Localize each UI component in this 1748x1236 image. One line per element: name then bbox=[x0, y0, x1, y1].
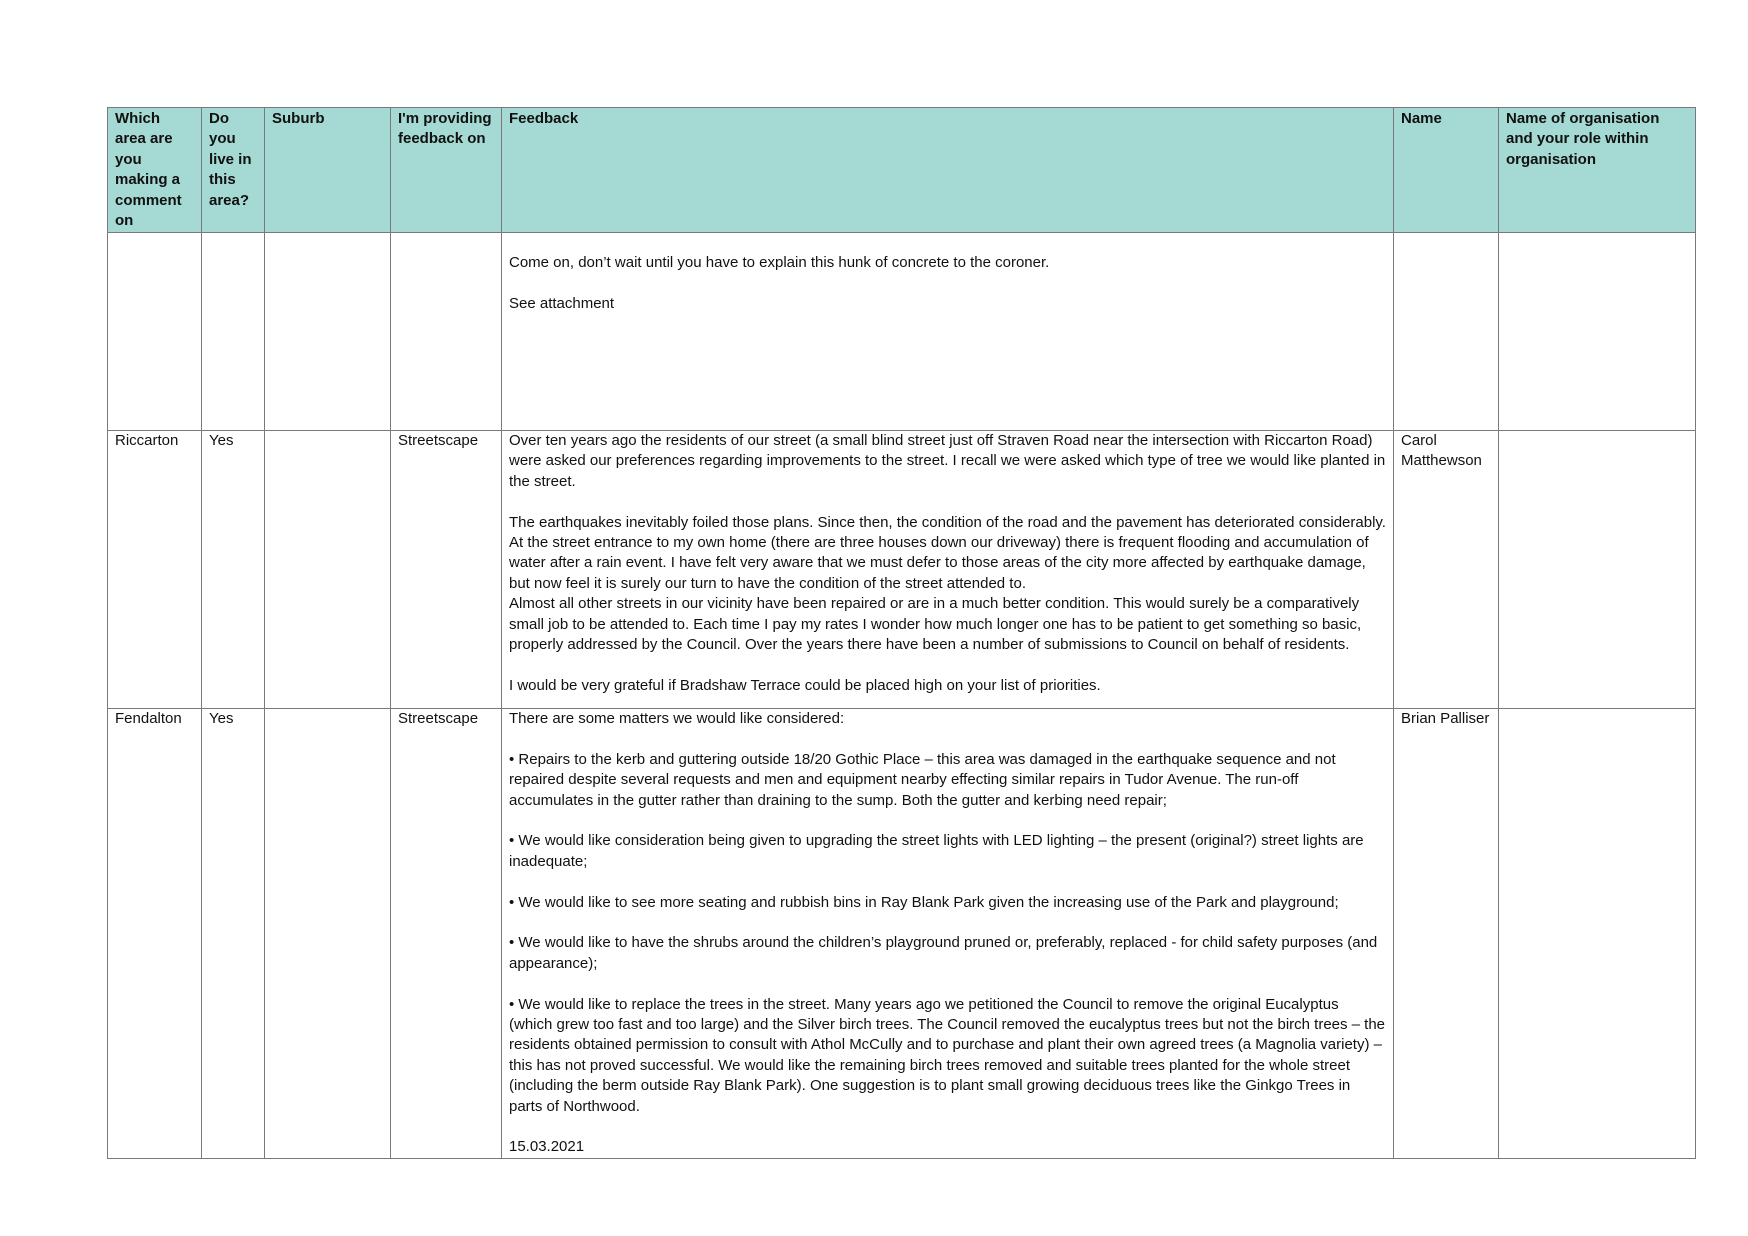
name-cell: Carol Matthewson bbox=[1394, 431, 1499, 709]
table-row bbox=[108, 431, 1696, 709]
table-row bbox=[108, 709, 1696, 1159]
suburb-cell bbox=[265, 233, 391, 431]
area-cell: Fendalton bbox=[108, 709, 202, 1159]
feedback-paragraph: Over ten years ago the residents of our street (a small blind street just off Straven Road near the intersection with Riccarton Road) were asked our preferences regarding improvements to the street. I recall we were asked which type of tree we would like planted in the street. bbox=[509, 432, 1386, 490]
live-in-area-cell: Yes bbox=[202, 709, 265, 1159]
header-suburb: Suburb bbox=[265, 108, 391, 233]
organisation-cell bbox=[1499, 709, 1696, 1159]
table-row bbox=[108, 233, 1696, 431]
feedback-paragraph: Almost all other streets in our vicinity have been repaired or are in a much better condition. This would surely be a comparatively small job to be attended to. Each time I pay my rates I wonder how much longer one has to be patient to get something so basic, properly addressed by the Council. Over the years there have been a number of submissions to Council on behalf of residents. bbox=[509, 595, 1362, 654]
feedback-paragraph: • We would like to have the shrubs around the children’s playground pruned or, preferably, replaced - for child safety purposes (and appearance); bbox=[509, 934, 1378, 972]
live-in-area-cell: Yes bbox=[202, 431, 265, 709]
organisation-cell bbox=[1499, 431, 1696, 709]
feedback-paragraph: • We would like consideration being given to upgrading the street lights with LED lighting – the present (original?) street lights are inadequate; bbox=[509, 832, 1364, 870]
feedback-paragraph: I would be very grateful if Bradshaw Terrace could be placed high on your list of priorities. bbox=[509, 676, 1101, 694]
header-feedback: Feedback bbox=[502, 108, 1394, 233]
header-live-in-area: Do you live in this area? bbox=[202, 108, 265, 233]
header-name: Name bbox=[1394, 108, 1499, 233]
feedback-paragraph: See attachment bbox=[509, 294, 615, 312]
table-header-row bbox=[108, 108, 1696, 233]
feedback-paragraph: • We would like to see more seating and rubbish bins in Ray Blank Park given the increasing use of the Park and playground; bbox=[509, 893, 1339, 911]
area-cell bbox=[108, 233, 202, 431]
feedback-paragraph: • Repairs to the kerb and guttering outside 18/20 Gothic Place – this area was damaged in the earthquake sequence and not repaired despite several requests and men and equipment nearby effecting similar repairs in Tudor Avenue. The run-off accumulates in the gutter rather than draining to the sump. Both the gutter and kerbing need repair; bbox=[509, 750, 1336, 809]
feedback-cell bbox=[502, 431, 1394, 709]
header-area: Which area are you making a comment on bbox=[108, 108, 202, 233]
feedback-table bbox=[107, 107, 1696, 1159]
feedback-cell bbox=[502, 233, 1394, 431]
feedback-paragraph: • We would like to replace the trees in the street. Many years ago we petitioned the Council to remove the original Eucalyptus (which grew too fast and too large) and the Silver birch trees. The Council removed the eucalyptus trees but not the birch trees – the residents obtained permission to consult with Athol McCully and to purchase and plant their own agreed trees (a Magnolia variety) – this has not proved successful. We would like the remaining birch trees removed and suitable trees planted for the whole street (including the berm outside Ray Blank Park). One suggestion is to plant small growing deciduous trees like the Ginkgo Trees in parts of Northwood. bbox=[509, 995, 1386, 1115]
area-cell: Riccarton bbox=[108, 431, 202, 709]
feedback-date: 15.03.2021 bbox=[509, 1138, 585, 1156]
topic-cell: Streetscape bbox=[391, 431, 502, 709]
organisation-cell bbox=[1499, 233, 1696, 431]
topic-cell: Streetscape bbox=[391, 709, 502, 1159]
name-cell bbox=[1394, 233, 1499, 431]
suburb-cell bbox=[265, 709, 391, 1159]
live-in-area-cell bbox=[202, 233, 265, 431]
topic-cell bbox=[391, 233, 502, 431]
header-feedback-on: I'm providing feedback on bbox=[391, 108, 502, 233]
name-cell: Brian Palliser bbox=[1394, 709, 1499, 1159]
feedback-paragraph: The earthquakes inevitably foiled those plans. Since then, the condition of the road and the pavement has deteriorated considerably. At the street entrance to my own home (there are three houses down our driveway) there is frequent flooding and accumulation of water after a rain event. I have felt very aware that we must defer to those areas of the city more affected by earthquake damage, but now feel it is surely our turn to have the condition of the street attended to. bbox=[509, 513, 1386, 592]
feedback-paragraph: There are some matters we would like considered: bbox=[509, 710, 845, 727]
suburb-cell bbox=[265, 431, 391, 709]
header-organisation: Name of organisation and your role within organisation bbox=[1499, 108, 1696, 233]
feedback-paragraph: Come on, don’t wait until you have to explain this hunk of concrete to the coroner. bbox=[509, 254, 1050, 271]
feedback-cell bbox=[502, 709, 1394, 1159]
